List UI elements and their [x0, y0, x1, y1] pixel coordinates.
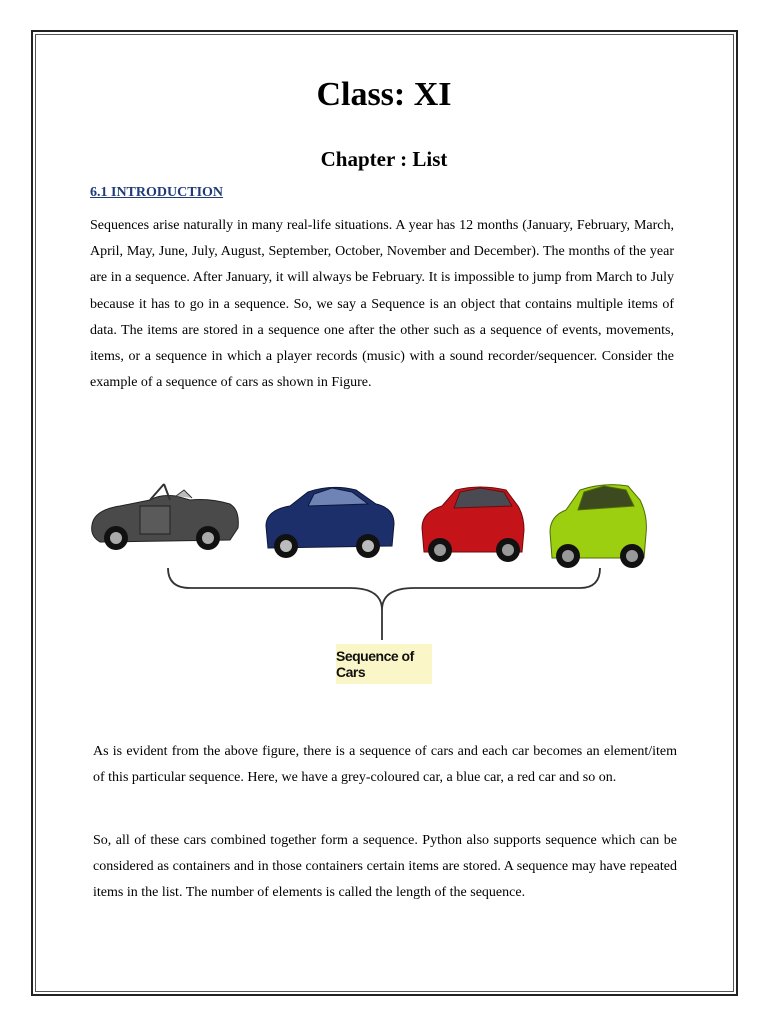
cars-figure [80, 470, 670, 695]
car-green-hatchback [550, 485, 646, 568]
figure-explanation-paragraph: As is evident from the above figure, there is a sequence of cars and each car becomes an element/item of this particular sequence. Here, we have a grey-coloured car, a blue car, a red car and so on. [93, 744, 677, 786]
section-heading: 6.1 INTRODUCTION [90, 185, 224, 200]
car-blue-sedan [266, 487, 394, 558]
page-title: Class: XI [316, 76, 452, 113]
intro-paragraph: Sequences arise naturally in many real-life situations. A year has 12 months (January, February, March, April, May, June, July, August, September, October, November and December). The months of the year are in a sequence. After January, it will always be February. It is impossible to jump from March to July because it has to go in a sequence. So, we say a Sequence is an object that contains multiple items of data. The items are stored in a sequence one after the other such as a sequence of events, movements, items, or a sequence in which a player records (music) with a sound recorder/sequencer. Consider the example of a sequence of cars as shown in Figure. [90, 218, 674, 391]
curly-brace [168, 568, 600, 640]
sequence-definition-paragraph: So, all of these cars combined together form a sequence. Python also supports sequence which can be considered as containers and in those containers certain items are stored. A sequence may have repeated items in the list. The number of elements is called the length of the sequence. [93, 833, 677, 901]
car-grey-convertible [92, 484, 239, 550]
figure-caption: Sequence of Cars [336, 644, 432, 684]
chapter-title: Chapter : List [320, 147, 448, 171]
car-red-hatchback [422, 487, 524, 562]
